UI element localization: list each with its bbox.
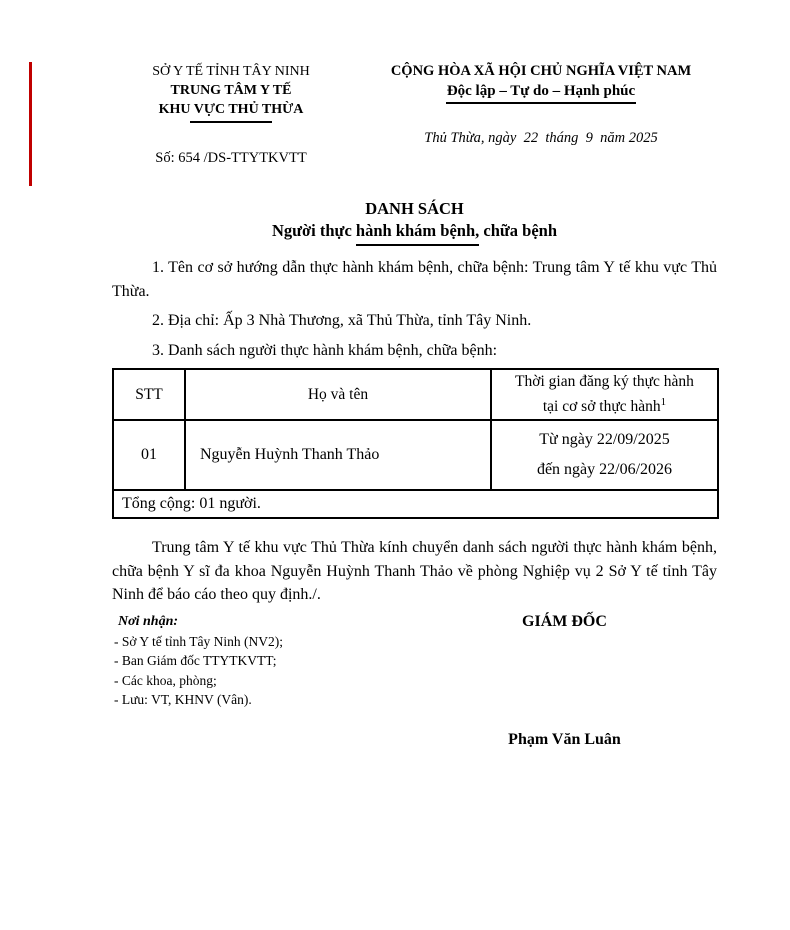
table-header-row <box>113 369 718 420</box>
place-date-line: Thủ Thừa, ngày 22 tháng 9 năm 2025 <box>424 130 658 146</box>
header-time-line2: tại cơ sở thực hành <box>542 398 661 416</box>
org-name-line2: KHU VỰC THỦ THỪA <box>158 102 304 117</box>
title-sub-pre: Người thực <box>271 221 356 240</box>
recipient-item: - Lưu: VT, KHNV (Vân). <box>114 692 252 708</box>
table-row <box>113 420 718 490</box>
cell-name: Nguyễn Huỳnh Thanh Thảo <box>185 420 491 490</box>
paragraph-item-2: 2. Địa chỉ: Ấp 3 Nhà Thương, xã Thủ Thừa, tỉnh Tây Ninh. <box>152 312 532 329</box>
signature-name: Phạm Văn Luân <box>508 730 621 748</box>
issuing-org-block <box>112 62 350 167</box>
cell-stt: 01 <box>113 420 185 490</box>
org-parent-name: SỞ Y TẾ TỈNH TÂY NINH <box>152 64 310 79</box>
national-motto: Độc lập – Tự do – Hạnh phúc <box>446 81 636 104</box>
recipients-block <box>112 612 412 749</box>
document-header <box>112 62 717 167</box>
org-separator-rule <box>190 121 272 123</box>
paragraph-item-3: 3. Danh sách người thực hành khám bệnh, chữa bệnh: <box>152 341 498 359</box>
revision-margin-bar <box>29 62 32 186</box>
practitioner-table <box>112 368 719 519</box>
document-number: Số: 654 /DS-TTYTKVTT <box>155 150 307 166</box>
document-footer <box>112 612 717 749</box>
table-total-row <box>113 490 718 518</box>
time-to: đến ngày 22/06/2026 <box>536 461 673 479</box>
signature-title: GIÁM ĐỐC <box>522 612 607 630</box>
title-main: DANH SÁCH <box>365 199 464 218</box>
body-paragraphs <box>112 256 717 362</box>
header-cell-time <box>491 369 718 420</box>
header-time-line1: Thời gian đăng ký thực hành <box>515 373 694 390</box>
title-sub-underlined: hành khám bệnh, <box>356 220 479 246</box>
title-sub <box>112 220 717 242</box>
total-cell: Tổng cộng: 01 người. <box>113 490 718 518</box>
national-motto-block <box>365 62 717 167</box>
closing-paragraph: Trung tâm Y tế khu vực Thủ Thừa kính chuyển danh sách người thực hành khám bệnh, chữa bệnh Y sĩ đa khoa Nguyễn Huỳnh Thanh Thảo về phòng Nghiệp vụ 2 Sở Y tế tỉnh Tây Ninh để báo cáo theo quy định./. <box>112 539 717 604</box>
title-sub-post: chữa bệnh <box>479 221 558 240</box>
signature-block <box>412 612 717 749</box>
cell-time <box>491 420 718 490</box>
recipient-item: - Ban Giám đốc TTYTKVTT; <box>114 653 277 669</box>
footnote-marker: 1 <box>660 396 667 408</box>
document-content <box>112 62 717 749</box>
time-from: Từ ngày 22/09/2025 <box>539 431 670 449</box>
recipient-item: - Sở Y tế tỉnh Tây Ninh (NV2); <box>114 633 283 649</box>
org-name-line1: TRUNG TÂM Y TẾ <box>170 83 292 98</box>
recipients-label: Nơi nhận: <box>118 613 179 629</box>
recipient-item: - Các khoa, phòng; <box>114 672 217 688</box>
paragraph-item-1: 1. Tên cơ sở hướng dẫn thực hành khám bệnh, chữa bệnh: Trung tâm Y tế khu vực Thủ Thừa. <box>112 259 717 300</box>
national-title: CỘNG HÒA XÃ HỘI CHỦ NGHĨA VIỆT NAM <box>390 63 692 79</box>
document-title <box>112 198 717 242</box>
header-cell-name: Họ và tên <box>185 369 491 420</box>
header-cell-stt: STT <box>113 369 185 420</box>
